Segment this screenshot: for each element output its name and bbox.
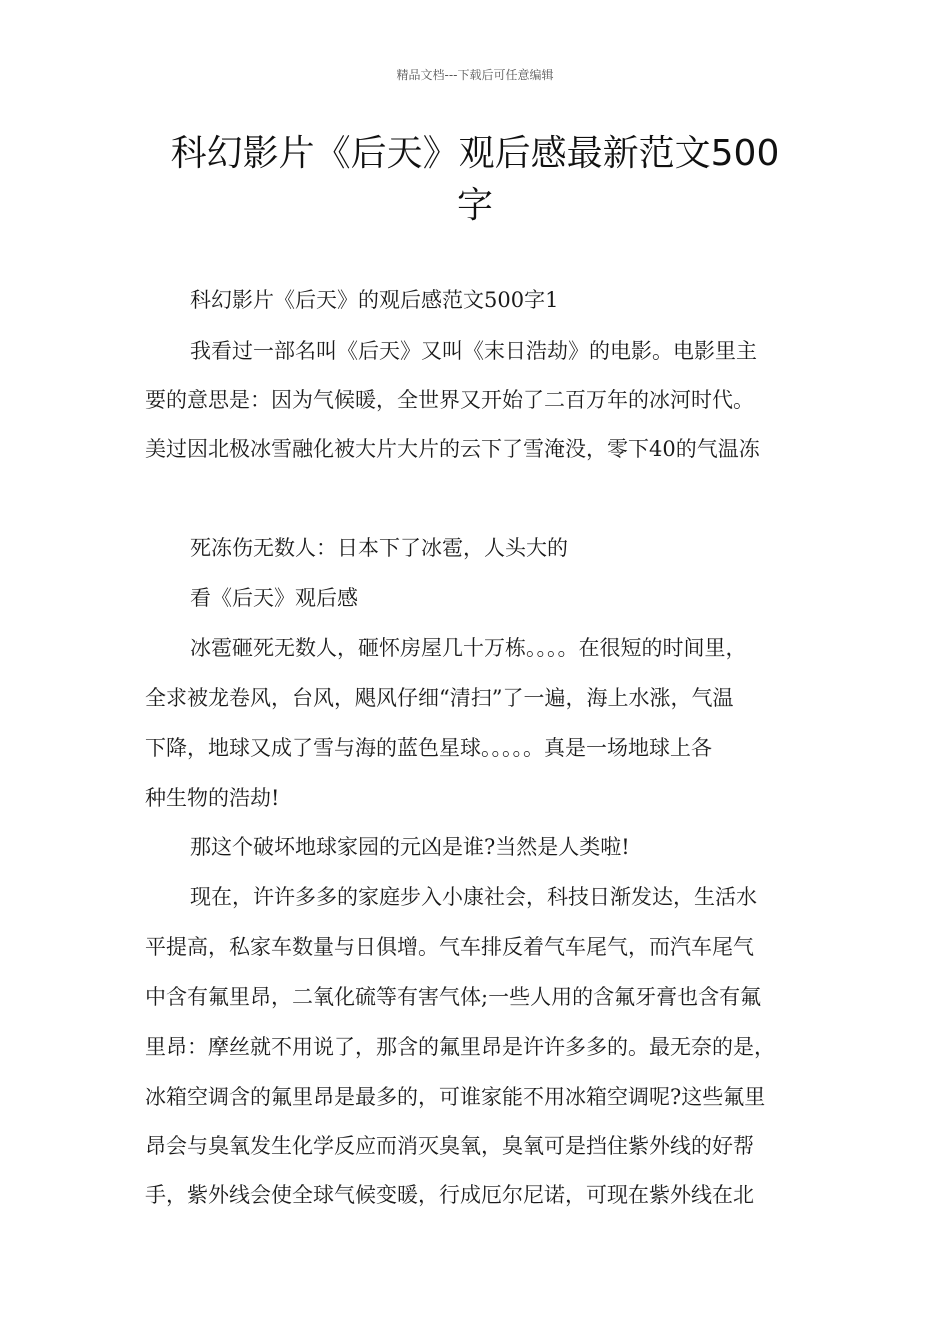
paragraph-line: 平提高，私家车数量与日俱增。气车排反着气车尾气，而汽车尾气 [145,935,754,959]
subtitle-paragraph: 科幻影片《后天》的观后感范文500字1 [190,288,559,312]
paragraph-line: 冰雹砸死无数人，砸怀房屋几十万栋。。。。在很短的时间里， [190,636,747,660]
paragraph-line: 种生物的浩劫! [145,786,280,810]
document-title [150,128,800,232]
paragraph-line: 美过因北极冰雪融化被大片大片的云下了雪淹没，零下40的气温冻 [145,437,760,461]
paragraph-line: 手，紫外线会使全球气候变暖，行成厄尔尼诺，可现在紫外线在北 [145,1183,754,1207]
paragraph-line: 里昂：摩丝就不用说了，那含的氟里昂是许许多多的。最无奈的是， [145,1035,775,1059]
title-line-1: 科幻影片《后天》观后感最新范文500 [170,133,780,174]
paragraph-line: 下降，地球又成了雪与海的蓝色星球。。。。。真是一场地球上各 [145,736,712,760]
paragraph-line: 冰箱空调含的氟里昂是最多的，可谁家能不用冰箱空调呢?这些氟里 [145,1085,766,1109]
paragraph-line: 昂会与臭氧发生化学反应而消灭臭氧，臭氧可是挡住紫外线的好帮 [145,1134,754,1158]
paragraph-line: 那这个破坏地球家园的元凶是谁?当然是人类啦! [190,835,630,859]
paragraph-line: 中含有氟里昂，二氧化硫等有害气体;一些人用的含氟牙膏也含有氟 [145,985,762,1009]
paragraph-line: 全求被龙卷风，台风，飓风仔细“清扫”了一遍，海上水涨，气温 [145,686,734,710]
paragraph-line: 死冻伤无数人：日本下了冰雹，人头大的 [190,536,568,560]
paragraph-line: 我看过一部名叫《后天》又叫《末日浩劫》的电影。电影里主 [190,339,757,363]
paragraph-line: 现在，许许多多的家庭步入小康社会，科技日渐发达，生活水 [190,885,757,909]
page-header: 精品文档---下载后可任意编辑 [396,68,554,82]
title-line-2: 字 [456,185,493,226]
paragraph-line: 要的意思是：因为气候暖，全世界又开始了二百万年的冰河时代。 [145,388,754,412]
section-heading: 看《后天》观后感 [190,586,358,610]
